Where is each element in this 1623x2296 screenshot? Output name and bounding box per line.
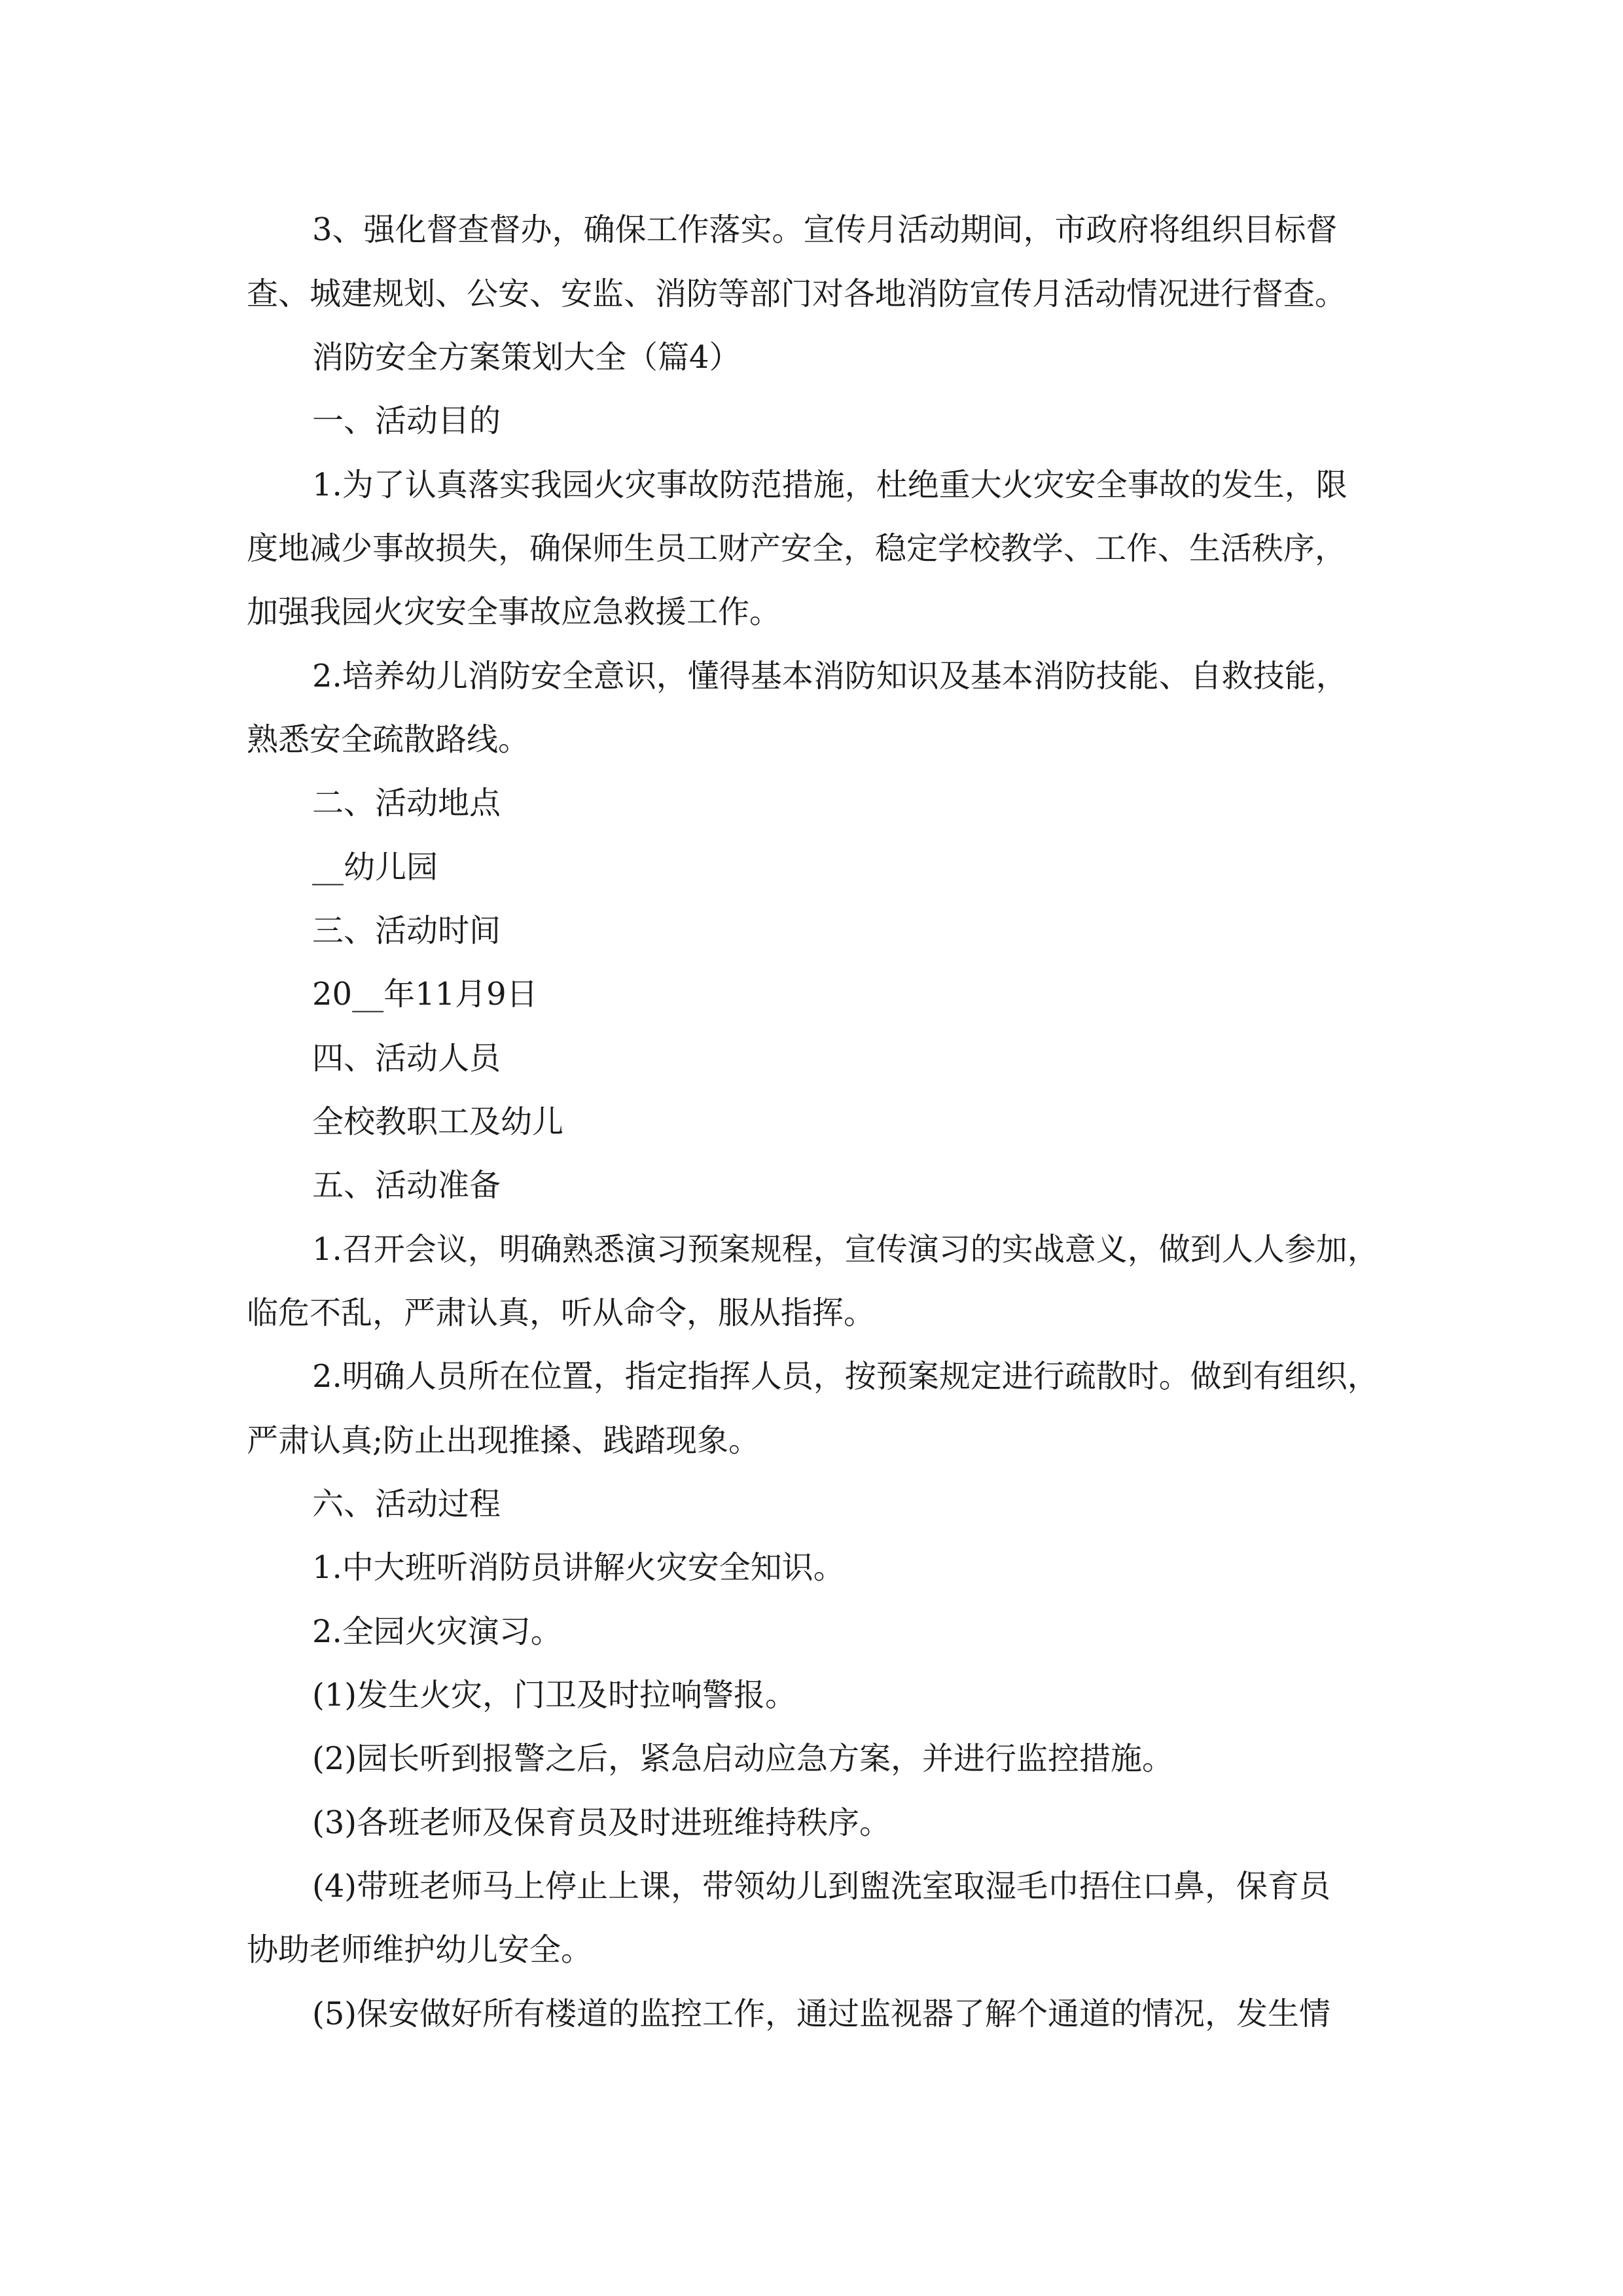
text-line: 协助老师维护幼儿安全。 (247, 1931, 593, 1968)
text-line: (5)保安做好所有楼道的监控工作，通过监视器了解个通道的情况，发生情 (312, 1996, 1330, 2032)
text-line: (2)园长听到报警之后，紧急启动应急方案，并进行监控措施。 (312, 1740, 1173, 1777)
text-line: (1)发生火灾，门卫及时拉响警报。 (312, 1677, 796, 1713)
text-line: 2.明确人员所在位置，指定指挥人员，按预案规定进行疏散时。做到有组织， (312, 1358, 1379, 1395)
text-line: 20__年11月9日 (312, 976, 538, 1013)
section-title: 消防安全方案策划大全（篇4） (312, 339, 741, 376)
text-line: (3)各班老师及保育员及时进班维持秩序。 (312, 1804, 891, 1841)
text-line: 3、强化督查督办，确保工作落实。宣传月活动期间，市政府将组织目标督 (312, 211, 1338, 248)
text-line: 1.中大班听消防员讲解火灾安全知识。 (312, 1549, 845, 1586)
text-line: 2.培养幼儿消防安全意识，懂得基本消防知识及基本消防技能、自救技能， (312, 658, 1347, 694)
heading-line: 五、活动准备 (312, 1167, 501, 1204)
text-line: 2.全园火灾演习。 (312, 1613, 562, 1650)
text-line: 度地减少事故损失，确保师生员工财产安全，稳定学校教学、工作、生活秩序， (247, 530, 1347, 567)
heading-line: 一、活动目的 (312, 403, 501, 439)
heading-line: 二、活动地点 (312, 785, 501, 821)
heading-line: 三、活动时间 (312, 912, 501, 949)
text-line: 严肃认真;防止出现推搡、践踏现象。 (247, 1422, 760, 1459)
text-line: 全校教职工及幼儿 (312, 1103, 564, 1140)
text-line: 1.为了认真落实我园火灾事故防范措施，杜绝重大火灾安全事故的发生，限 (312, 467, 1347, 503)
text-line: 临危不乱，严肃认真，听从命令，服从指挥。 (247, 1295, 876, 1331)
heading-line: 四、活动人员 (312, 1040, 501, 1077)
text-line: __幼儿园 (312, 849, 438, 886)
text-line: 熟悉安全疏散路线。 (247, 721, 530, 758)
text-line: 1.召开会议，明确熟悉演习预案规程，宣传演习的实战意义，做到人人参加， (312, 1231, 1379, 1268)
text-line: 加强我园火灾安全事故应急救援工作。 (247, 594, 781, 630)
heading-line: 六、活动过程 (312, 1486, 501, 1522)
text-line: 查、城建规划、公安、安监、消防等部门对各地消防宣传月活动情况进行督查。 (247, 276, 1347, 312)
text-line: (4)带班老师马上停止上课，带领幼儿到盥洗室取湿毛巾捂住口鼻，保育员 (312, 1868, 1330, 1905)
